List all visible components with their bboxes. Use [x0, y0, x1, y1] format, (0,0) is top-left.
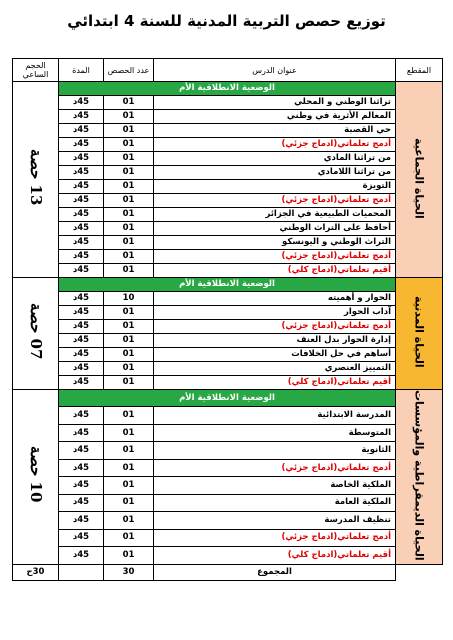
section-volume: 07 حصة: [27, 302, 45, 360]
lesson-row: [13, 292, 443, 306]
lesson-sessions: 01: [104, 424, 154, 441]
section-volume-cell: [13, 390, 59, 565]
lesson-sessions: 01: [104, 194, 154, 208]
lesson-title: المعالم الأثرية في وطني: [154, 110, 396, 124]
lesson-sessions: 01: [104, 348, 154, 362]
lesson-sessions: 01: [104, 264, 154, 278]
lesson-title: من تراثنا اللامادي: [154, 166, 396, 180]
lesson-row: [13, 424, 443, 441]
lesson-title: الحوار و أهميته: [154, 292, 396, 306]
lesson-sessions: 01: [104, 362, 154, 376]
lesson-duration: 45د: [59, 194, 104, 208]
lesson-title: أدمج تعلماتي(ادماج جزئي): [154, 250, 396, 264]
lesson-row: [13, 208, 443, 222]
lesson-sessions: 01: [104, 442, 154, 459]
lesson-title: الملكية العامة: [154, 494, 396, 511]
lesson-duration: 45د: [59, 512, 104, 529]
header-lesson: عنوان الدرس: [154, 59, 396, 82]
lesson-title: أقيم تعلماتي(ادماج كلي): [154, 376, 396, 390]
lesson-duration: 45د: [59, 250, 104, 264]
schedule-body: [13, 82, 443, 581]
lesson-duration: 45د: [59, 348, 104, 362]
lesson-sessions: 01: [104, 376, 154, 390]
lesson-duration: 45د: [59, 362, 104, 376]
section-name-cell: [396, 82, 443, 278]
total-blank-duration: [59, 564, 104, 580]
header-duration: المدة: [59, 59, 104, 82]
lesson-row: [13, 166, 443, 180]
lesson-title: التمييز العنصري: [154, 362, 396, 376]
lesson-duration: 45د: [59, 320, 104, 334]
lesson-row: [13, 222, 443, 236]
lesson-title: أحافظ على التراث الوطني: [154, 222, 396, 236]
lesson-sessions: 01: [104, 222, 154, 236]
lesson-sessions: 01: [104, 138, 154, 152]
lesson-row: [13, 334, 443, 348]
lesson-title: المدرسة الابتدائية: [154, 407, 396, 424]
lesson-duration: 45د: [59, 376, 104, 390]
lesson-title: حي القصبة: [154, 124, 396, 138]
lesson-title: الملكية الخاصة: [154, 477, 396, 494]
lesson-duration: 45د: [59, 138, 104, 152]
section-name: الحياة الديمقراطية والمؤسسات: [412, 390, 426, 561]
lesson-row: [13, 494, 443, 511]
situation-cell: الوضعية الانطلاقية الأم: [59, 82, 396, 96]
lesson-sessions: 01: [104, 320, 154, 334]
lesson-sessions: 01: [104, 407, 154, 424]
lesson-sessions: 01: [104, 459, 154, 476]
lesson-duration: 45د: [59, 208, 104, 222]
lesson-row: [13, 362, 443, 376]
section-volume-cell: [13, 278, 59, 390]
lesson-row: [13, 477, 443, 494]
lesson-title: المتوسطة: [154, 424, 396, 441]
lesson-row: [13, 459, 443, 476]
lesson-duration: 45د: [59, 236, 104, 250]
lesson-sessions: 01: [104, 110, 154, 124]
lesson-title: إدارة الحوار بدل العنف: [154, 334, 396, 348]
lesson-duration: 45د: [59, 222, 104, 236]
lesson-title: أدمج تعلماتي(ادماج جزئي): [154, 459, 396, 476]
lesson-row: [13, 138, 443, 152]
page-title: توزيع حصص التربية المدنية للسنة 4 ابتدائي: [67, 12, 386, 30]
lesson-row: [13, 152, 443, 166]
total-blank: [396, 564, 443, 580]
lesson-row: [13, 96, 443, 110]
lesson-row: [13, 376, 443, 390]
lesson-title: أدمج تعلماتي(ادماج جزئي): [154, 320, 396, 334]
lesson-duration: 45د: [59, 166, 104, 180]
lesson-title: التويزة: [154, 180, 396, 194]
lesson-duration: 45د: [59, 442, 104, 459]
lesson-title: أدمج تعلماتي(ادماج جزئي): [154, 138, 396, 152]
section-name: الحياة المدنية: [412, 296, 426, 368]
schedule-table: [12, 58, 443, 581]
header-section: المقطع: [396, 59, 443, 82]
lesson-row: [13, 407, 443, 424]
lesson-row: [13, 306, 443, 320]
lesson-sessions: 01: [104, 334, 154, 348]
lesson-sessions: 01: [104, 166, 154, 180]
lesson-sessions: 01: [104, 180, 154, 194]
lesson-duration: 45د: [59, 306, 104, 320]
lesson-row: [13, 529, 443, 546]
lesson-duration: 45د: [59, 124, 104, 138]
section-volume: 10 حصة: [27, 446, 45, 503]
lesson-duration: 45د: [59, 547, 104, 565]
lesson-row: [13, 442, 443, 459]
header-volume: الحجم الساعي: [13, 59, 59, 82]
lesson-title: أدمج تعلماتي(ادماج جزئي): [154, 194, 396, 208]
lesson-sessions: 01: [104, 152, 154, 166]
lesson-title: الثانوية: [154, 442, 396, 459]
lesson-title: التراث الوطني و اليونسكو: [154, 236, 396, 250]
lesson-title: المحميات الطبيعية في الجزائر: [154, 208, 396, 222]
lesson-duration: 45د: [59, 152, 104, 166]
lesson-duration: 45د: [59, 110, 104, 124]
situation-row: [13, 390, 443, 407]
lesson-title: تراثنا الوطني و المحلي: [154, 96, 396, 110]
lesson-sessions: 01: [104, 494, 154, 511]
lesson-row: [13, 348, 443, 362]
lesson-sessions: 01: [104, 477, 154, 494]
section-name-cell: [396, 390, 443, 565]
lesson-sessions: 01: [104, 250, 154, 264]
situation-row: [13, 278, 443, 292]
lesson-duration: 45د: [59, 407, 104, 424]
section-volume-cell: [13, 82, 59, 278]
total-sessions: 30: [104, 564, 154, 580]
lesson-row: [13, 264, 443, 278]
section-volume: 13 حصة: [27, 148, 45, 206]
lesson-title: أقيم تعلماتي(ادماج كلي): [154, 264, 396, 278]
header-row: [13, 59, 443, 82]
lesson-sessions: 01: [104, 547, 154, 565]
section-name: الحياة الجماعية: [412, 137, 426, 219]
lesson-duration: 45د: [59, 459, 104, 476]
lesson-title: من تراثنا المادي: [154, 152, 396, 166]
total-label: المجموع: [154, 564, 396, 580]
lesson-title: أقيم تعلماتي(ادماج كلي): [154, 547, 396, 565]
lesson-sessions: 10: [104, 292, 154, 306]
section-name-cell: [396, 278, 443, 390]
lesson-title: تنظيف المدرسة: [154, 512, 396, 529]
lesson-row: [13, 547, 443, 565]
lesson-duration: 45د: [59, 477, 104, 494]
lesson-row: [13, 250, 443, 264]
lesson-row: [13, 512, 443, 529]
situation-row: [13, 82, 443, 96]
lesson-sessions: 01: [104, 512, 154, 529]
lesson-title: آداب الحوار: [154, 306, 396, 320]
lesson-sessions: 01: [104, 124, 154, 138]
lesson-duration: 45د: [59, 180, 104, 194]
situation-cell: الوضعية الانطلاقية الأم: [59, 390, 396, 407]
total-volume: 30ح: [13, 564, 59, 580]
lesson-duration: 45د: [59, 494, 104, 511]
total-row: [13, 564, 443, 580]
lesson-row: [13, 320, 443, 334]
lesson-duration: 45د: [59, 334, 104, 348]
lesson-duration: 45د: [59, 264, 104, 278]
lesson-sessions: 01: [104, 96, 154, 110]
lesson-row: [13, 110, 443, 124]
lesson-row: [13, 194, 443, 208]
lesson-sessions: 01: [104, 236, 154, 250]
lesson-sessions: 01: [104, 529, 154, 546]
lesson-row: [13, 180, 443, 194]
header-sessions: عدد الحصص: [104, 59, 154, 82]
lesson-sessions: 01: [104, 208, 154, 222]
lesson-duration: 45د: [59, 424, 104, 441]
lesson-row: [13, 124, 443, 138]
lesson-duration: 45د: [59, 292, 104, 306]
lesson-duration: 45د: [59, 529, 104, 546]
lesson-duration: 45د: [59, 96, 104, 110]
lesson-sessions: 01: [104, 306, 154, 320]
situation-cell: الوضعية الانطلاقية الأم: [59, 278, 396, 292]
lesson-title: أساهم في حل الخلافات: [154, 348, 396, 362]
lesson-row: [13, 236, 443, 250]
lesson-title: أدمج تعلماتي(ادماج جزئي): [154, 529, 396, 546]
